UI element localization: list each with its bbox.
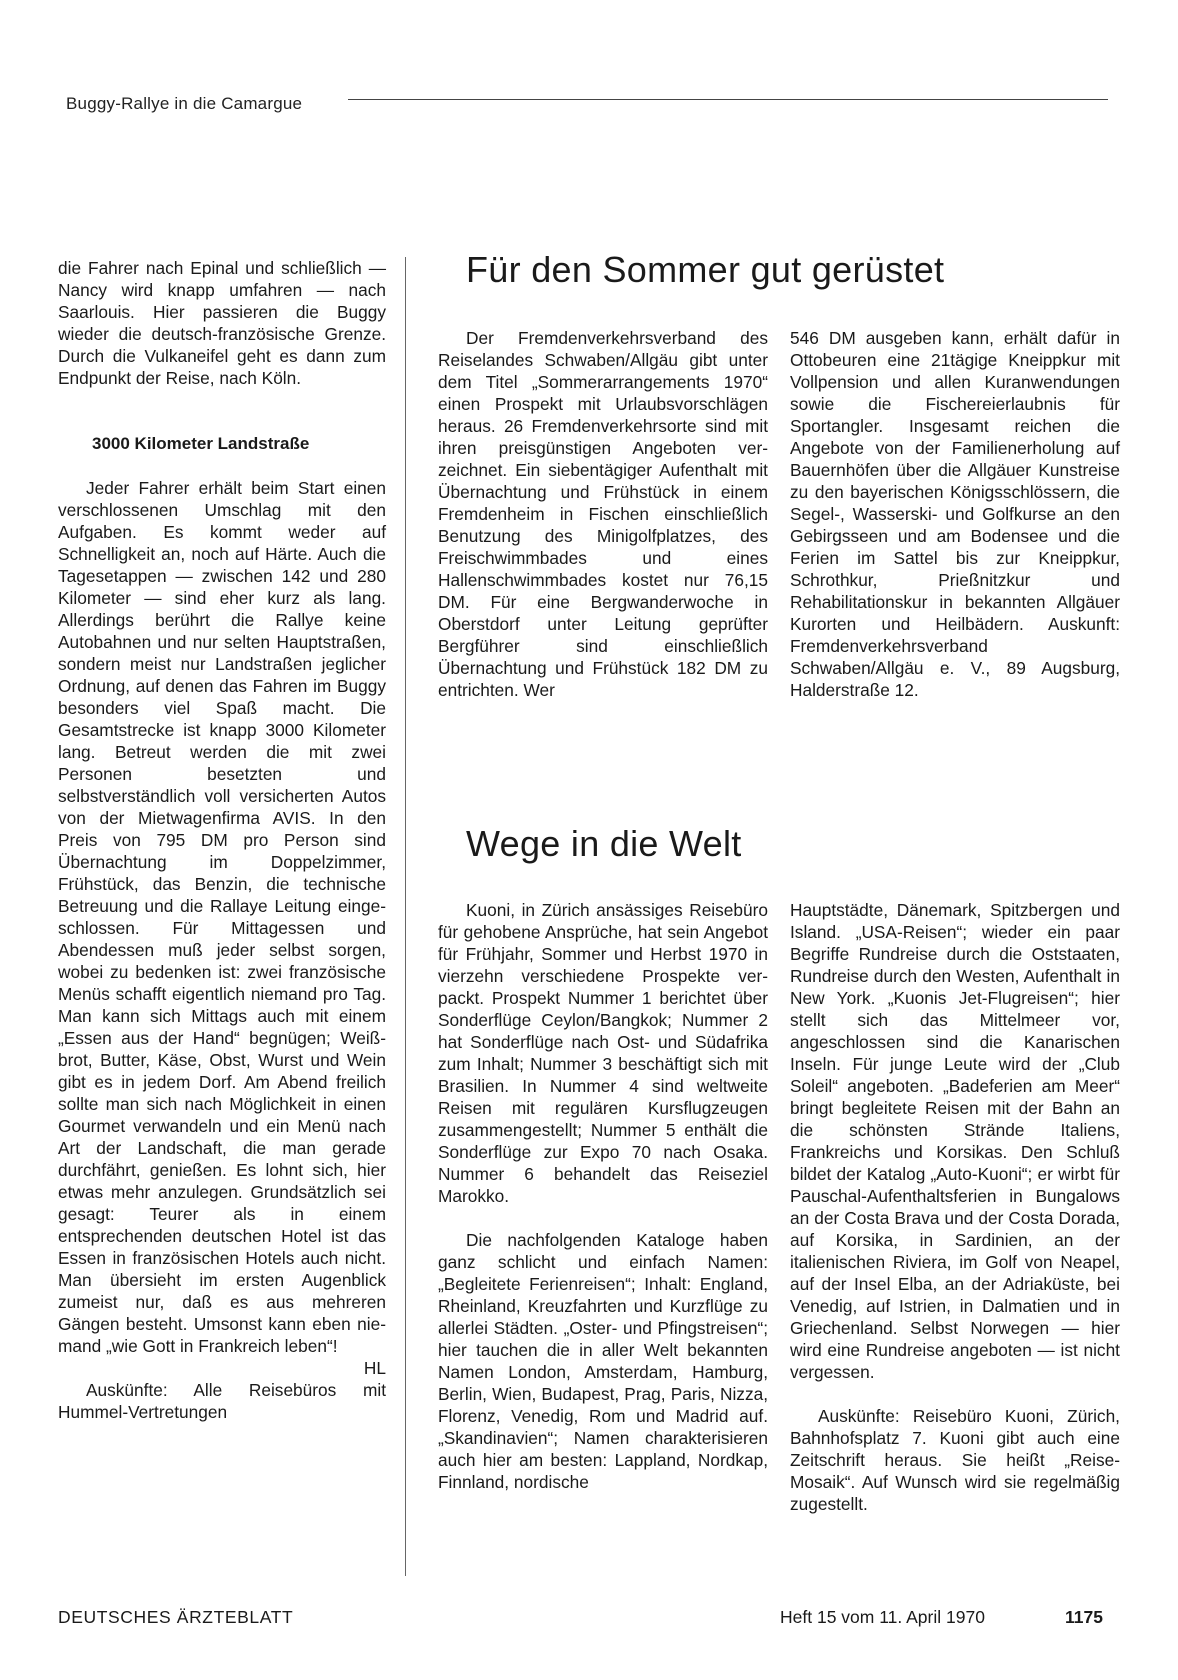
paragraph: Kuoni, in Zürich ansässiges Reisebüro für gehobene Ansprüche, hat sein Angebot für Frühjahr, Sommer und Herbst 1970 in vierzehn verschiedene Prospekte verpackt. Prospekt Nummer 1 berichtet über Sonderflüge Ceylon/Bangkok; Nummer 2 hat Sonderflüge nach Ost- und Südafrika zum Inhalt; Nummer 3 beschäftigt sich mit Brasilien. In Nummer 4 sind weltweite Reisen mit regulären Kursflugzeugen zusammengestellt; Nummer 5 enthält die Sonderflüge zur Expo 70 nach Osaka. Nummer 6 behandelt das Reiseziel Marokko. (438, 900, 768, 1206)
left-column (58, 257, 386, 1423)
header-rule (348, 99, 1108, 100)
article-column (438, 899, 768, 1493)
running-head: Buggy-Rallye in die Camargue (66, 94, 303, 113)
paragraph-text: Jeder Fahrer erhält beim Start einen verschlossenen Umschlag mit den Aufgaben. Es kommt weder auf Schnelligkeit an, noch auf Härte. Auch die Tagesetappen — zwischen 142 und 280 Kilometer — sind eher kurz als lang. Allerdings berührt die Rallye keine Autobahnen und nur selten Hauptstraßen, sondern meist nur Landstraßen jeglicher Ordnung, auf denen das Fahren im Buggy besonders viel Spaß macht. Die Gesamtstrecke ist knapp 3000 Kilometer lang. Betreut werden die mit zwei Personen besetzten und selbstverständlich voll versicherten Autos von der Mietwagenfirma AVIS. In den Preis von 795 DM pro Person sind Übernachtung im Doppelzimmer, Frühstück, das Benzin, die technische Betreuung und die Rallaye Leitung eingeschlossen. Für Mittagessen und Abendessen muß jeder selbst sorgen, wobei zu bedenken ist: zwei französische Menüs schafft eigentlich niemand pro Tag. Man kann sich Mittags auch mit einem „Essen aus der Hand“ begnügen; Weißbrot, Butter, Käse, Obst, Wurst und Wein gibt es in jedem Dorf. Am Abend freilich sollte man sich nach Möglichkeit in einen Gourmet verwandeln und ein Menü nach Art der Landschaft, die man gerade durchfährt, genießen. Es lohnt sich, hier etwas mehr anzulegen. Grundsätzlich sei gesagt: Teurer als in einem entsprechenden deutschen Hotel ist das Essen in französischen Hotels auch nicht. Man übersieht im ersten Augenblick zumeist nur, daß es aus mehreren Gängen besteht. Umsonst kann eben niemand „wie Gott in Frankreich leben“! (58, 478, 386, 1356)
paragraph: 546 DM ausgeben kann, erhält dafür in Ottobeuren eine 21tägige Kneippkur mit Vollpension und allen Kuranwendungen sowie die Fischereierlaubnis für Sportangler. Insgesamt reichen die Angebote von der Familienerholung auf Bauernhöfen über die Allgäuer Kunstreise zu den bayerischen Königsschlössern, die Segel-, Wasserski- und Golfkurse an den Gebirgsseen und am Bodensee und die Ferien im Sattel bis zur Kneippkur, Schrothkur, Prießnitzkur und Rehabilitationskur in bekannten Allgäuer Kurorten und Heilbädern. Auskunft: Fremdenverkehrsverband Schwaben/Allgäu e. V., 89 Augsburg, Halderstraße 12. (790, 328, 1120, 700)
paragraph (58, 477, 386, 1378)
article-column (790, 327, 1120, 701)
paragraph: Die nachfolgenden Kataloge haben ganz schlicht und einfach Namen: „Begleitete Ferienreisen“; Inhalt: England, Rheinland, Kreuzfahrten und Kurzflüge zu allerlei Städten. „Oster- und Pfingstreisen“; hier tauchen die in aller Welt bekannten Namen London, Amsterdam, Hamburg, Berlin, Wien, Budapest, Prag, Paris, Nizza, Florenz, Venedig, Rom und Madrid auf. „Skandinavien“; Namen charakterisieren auch hier am besten: Lappland, Nordkap, Finnland, nordische (438, 1230, 768, 1492)
article-column (438, 327, 768, 701)
paragraph: die Fahrer nach Epinal und schließlich — Nancy wird knapp umfahren — nach Saarlouis. Hier passieren die Buggy wieder die deutsch-französische Grenze. Durch die Vulkaneifel geht es dann zum Endpunkt der Reise, nach Köln. (58, 258, 386, 388)
paragraph: Auskünfte: Reisebüro Kuoni, Zürich, Bahnhofsplatz 7. Kuoni gibt auch eine Zeitschrift heraus. Sie heißt „Reise-Mosaik“. Auf Wunsch wird sie regelmäßig zugestellt. (790, 1406, 1120, 1514)
column-divider (405, 257, 406, 1576)
article-column (790, 899, 1120, 1515)
article-headline: Wege in die Welt (466, 823, 742, 864)
paragraph: Hauptstädte, Dänemark, Spitzbergen und Island. „USA-Reisen“; wieder ein paar Begriffe Rundreise durch die Oststaaten, Rundreise durch den Westen, Aufenthalt in New York. „Kuonis Jet-Flugreisen“; hier stellt sich das Mittelmeer vor, angeschlossen sind die Kanarischen Inseln. Für junge Leute wird der „Club Soleil“ angeboten. „Badeferien am Meer“ bringt begleitete Reisen mit der Bahn an die schönsten Strände Italiens, Frankreichs und Korsikas. Den Schluß bildet der Katalog „Auto-Kuoni“; er wirbt für Pauschal-Aufenthaltsferien in Bungalows an der Costa Brava und der Costa Dorada, auf Korsika, in Sardinien, an der italienischen Riviera, im Golf von Neapel, auf der Insel Elba, an der Adriaküste, bei Venedig, auf Istrien, in Dalmatien und in Griechenland. Selbst Norwegen — hier wird eine Rundreise angeboten — ist nicht vergessen. (790, 900, 1120, 1382)
paragraph: Der Fremdenverkehrsverband des Reiselandes Schwaben/Allgäu gibt unter dem Titel „Sommerarrangements 1970“ einen Prospekt mit Urlaubsvorschlägen heraus. 26 Fremdenverkehrsorte sind mit ihren preisgünstigen Angeboten verzeichnet. Ein siebentägiger Aufenthalt mit Übernachtung und Frühstück in einem Fremdenheim in Fischen einschließlich Benutzung des Minigolfplatzes, des Freischwimmbades und eines Hallenschwimmbades kostet nur 76,15 DM. Für eine Bergwanderwoche in Oberstdorf unter Leitung geprüfter Bergführer sind einschließlich Übernachtung und Frühstück 182 DM zu entrichten. Wer (438, 328, 768, 700)
footer-journal-name: DEUTSCHES ÄRZTEBLATT (58, 1607, 294, 1627)
section-subheading: 3000 Kilometer Landstraße (92, 434, 310, 453)
footer-issue: Heft 15 vom 11. April 1970 (780, 1607, 985, 1627)
page-number: 1175 (1065, 1607, 1103, 1627)
article-headline: Für den Sommer gut gerüstet (466, 249, 945, 290)
author-signature: HL (363, 1358, 386, 1378)
paragraph: Auskünfte: Alle Reisebüros mit Hummel-Vertretungen (58, 1380, 386, 1422)
